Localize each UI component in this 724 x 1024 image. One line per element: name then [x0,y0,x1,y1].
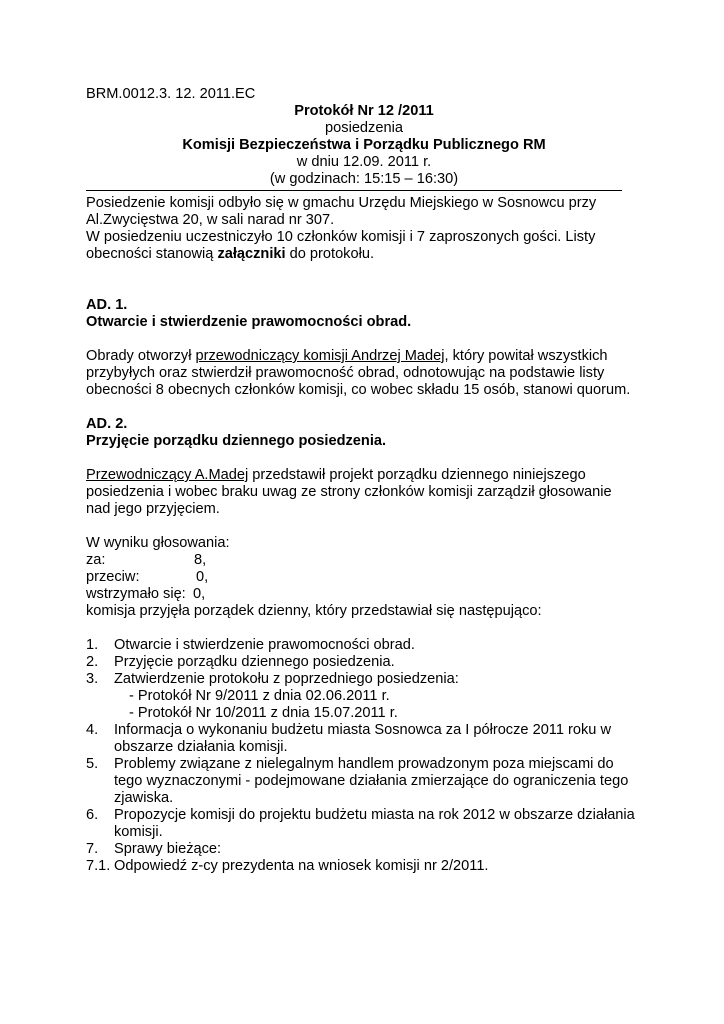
ad2-heading: Przyjęcie porządku dziennego posiedzenia. [86,433,387,449]
vote-label: wstrzymało się: [86,586,186,602]
meeting-date: w dniu 12.09. 2011 r. [296,154,432,170]
vote-value: 0, [196,569,209,585]
attachments-term: załączniki [217,246,286,262]
agenda-number: 2. [86,654,99,670]
agenda-item [86,722,642,756]
vote-label: za: [86,552,106,568]
agenda-list [86,637,642,688]
vote-row-abstain [86,586,642,603]
agenda-number: 3. [86,671,99,687]
separator-line [86,190,622,191]
intro-line [86,246,642,263]
ad1-paragraph-line: obecności 8 obecnych członków komisji, co wobec składu 15 osób, stanowi quorum. [86,382,631,398]
agenda-text: tego wyznaczonymi - podejmowane działania zmierzające do ograniczenia tego [114,773,629,789]
ad1-paragraph-line [86,348,642,365]
agenda-text: zjawiska. [114,790,174,806]
chairman-link: Przewodniczący A.Madej [86,467,249,483]
agenda-subitem: - Protokół Nr 10/2011 z dnia 15.07.2011 r. [129,705,398,721]
vote-value: 8, [194,552,207,568]
agenda-last-item [86,858,642,875]
ad2-paragraph-line: nad jego przyjęciem. [86,501,220,517]
ad1-label: AD. 1. [86,297,128,313]
committee-name: Komisji Bezpieczeństwa i Porządku Publicznego RM [182,137,546,153]
spacer [86,450,642,467]
document-reference: BRM.0012.3. 12. 2011.EC [86,86,256,102]
agenda-item [86,756,642,807]
ad2-paragraph-line [86,467,642,484]
agenda-text: Propozycje komisji do projektu budżetu miasta na rok 2012 w obszarze działania [114,807,635,823]
agenda-number: 1. [86,637,99,653]
agenda-number: 5. [86,756,99,772]
agenda-text: Przyjęcie porządku dziennego posiedzenia. [114,654,395,670]
spacer [86,263,642,297]
agenda-text: obszarze działania komisji. [114,739,288,755]
agenda-item [86,637,642,654]
intro-text: do protokołu. [285,246,375,262]
spacer [86,331,642,348]
agenda-item [86,671,642,688]
spacer [86,620,642,637]
agenda-number: 6. [86,807,99,823]
agenda-item [86,841,642,858]
intro-line: Posiedzenie komisji odbyło się w gmachu Urzędu Miejskiego w Sosnowcu przy [86,195,597,211]
meeting-hours: (w godzinach: 15:15 – 16:30) [269,171,459,187]
spacer [86,518,642,535]
vote-row-for [86,552,642,569]
agenda-text: komisji. [114,824,163,840]
agenda-number: 7. [86,841,99,857]
agenda-item [86,654,642,671]
ad1-heading: Otwarcie i stwierdzenie prawomocności obrad. [86,314,412,330]
agenda-text: Odpowiedź z-cy prezydenta na wniosek komisji nr 2/2011. [114,858,489,874]
vote-outro: komisja przyjęła porządek dzienny, który przedstawiał się następująco: [86,603,542,619]
spacer [86,399,642,416]
ad2-text: przedstawił projekt porządku dziennego niniejszego [248,467,586,483]
agenda-number: 4. [86,722,99,738]
agenda-text: Sprawy bieżące: [114,841,222,857]
agenda-subitem: - Protokół Nr 9/2011 z dnia 02.06.2011 r. [129,688,390,704]
document-page [86,86,642,875]
ad2-label: AD. 2. [86,416,128,432]
ad1-text: Obrady otworzył [86,348,196,364]
agenda-list [86,722,642,858]
intro-text: obecności stanowią [86,246,218,262]
vote-row-against [86,569,642,586]
ad1-text: , który powitał wszystkich [444,348,608,364]
ad1-paragraph-line: przybyłych oraz stwierdził prawomocność obrad, odnotowując na podstawie listy [86,365,605,381]
vote-value: 0, [193,586,206,602]
protocol-subtitle: posiedzenia [325,120,403,136]
agenda-text: Zatwierdzenie protokołu z poprzedniego posiedzenia: [114,671,459,687]
chairman-link: przewodniczący komisji Andrzej Madej [195,348,445,364]
agenda-number: 7.1. [86,858,111,874]
vote-intro: W wyniku głosowania: [86,535,230,551]
intro-line: Al.Zwycięstwa 20, w sali narad nr 307. [86,212,335,228]
agenda-text: Problemy związane z nielegalnym handlem prowadzonym poza miejscami do [114,756,614,772]
protocol-title: Protokół Nr 12 /2011 [294,103,434,119]
ad2-paragraph-line: posiedzenia i wobec braku uwag ze strony członków komisji zarządził głosowanie [86,484,612,500]
agenda-text: Otwarcie i stwierdzenie prawomocności obrad. [114,637,415,653]
agenda-item [86,807,642,841]
agenda-text: Informacja o wykonaniu budżetu miasta Sosnowca za I półrocze 2011 roku w [114,722,611,738]
intro-line: W posiedzeniu uczestniczyło 10 członków komisji i 7 zaproszonych gości. Listy [86,229,596,245]
vote-label: przeciw: [86,569,140,585]
